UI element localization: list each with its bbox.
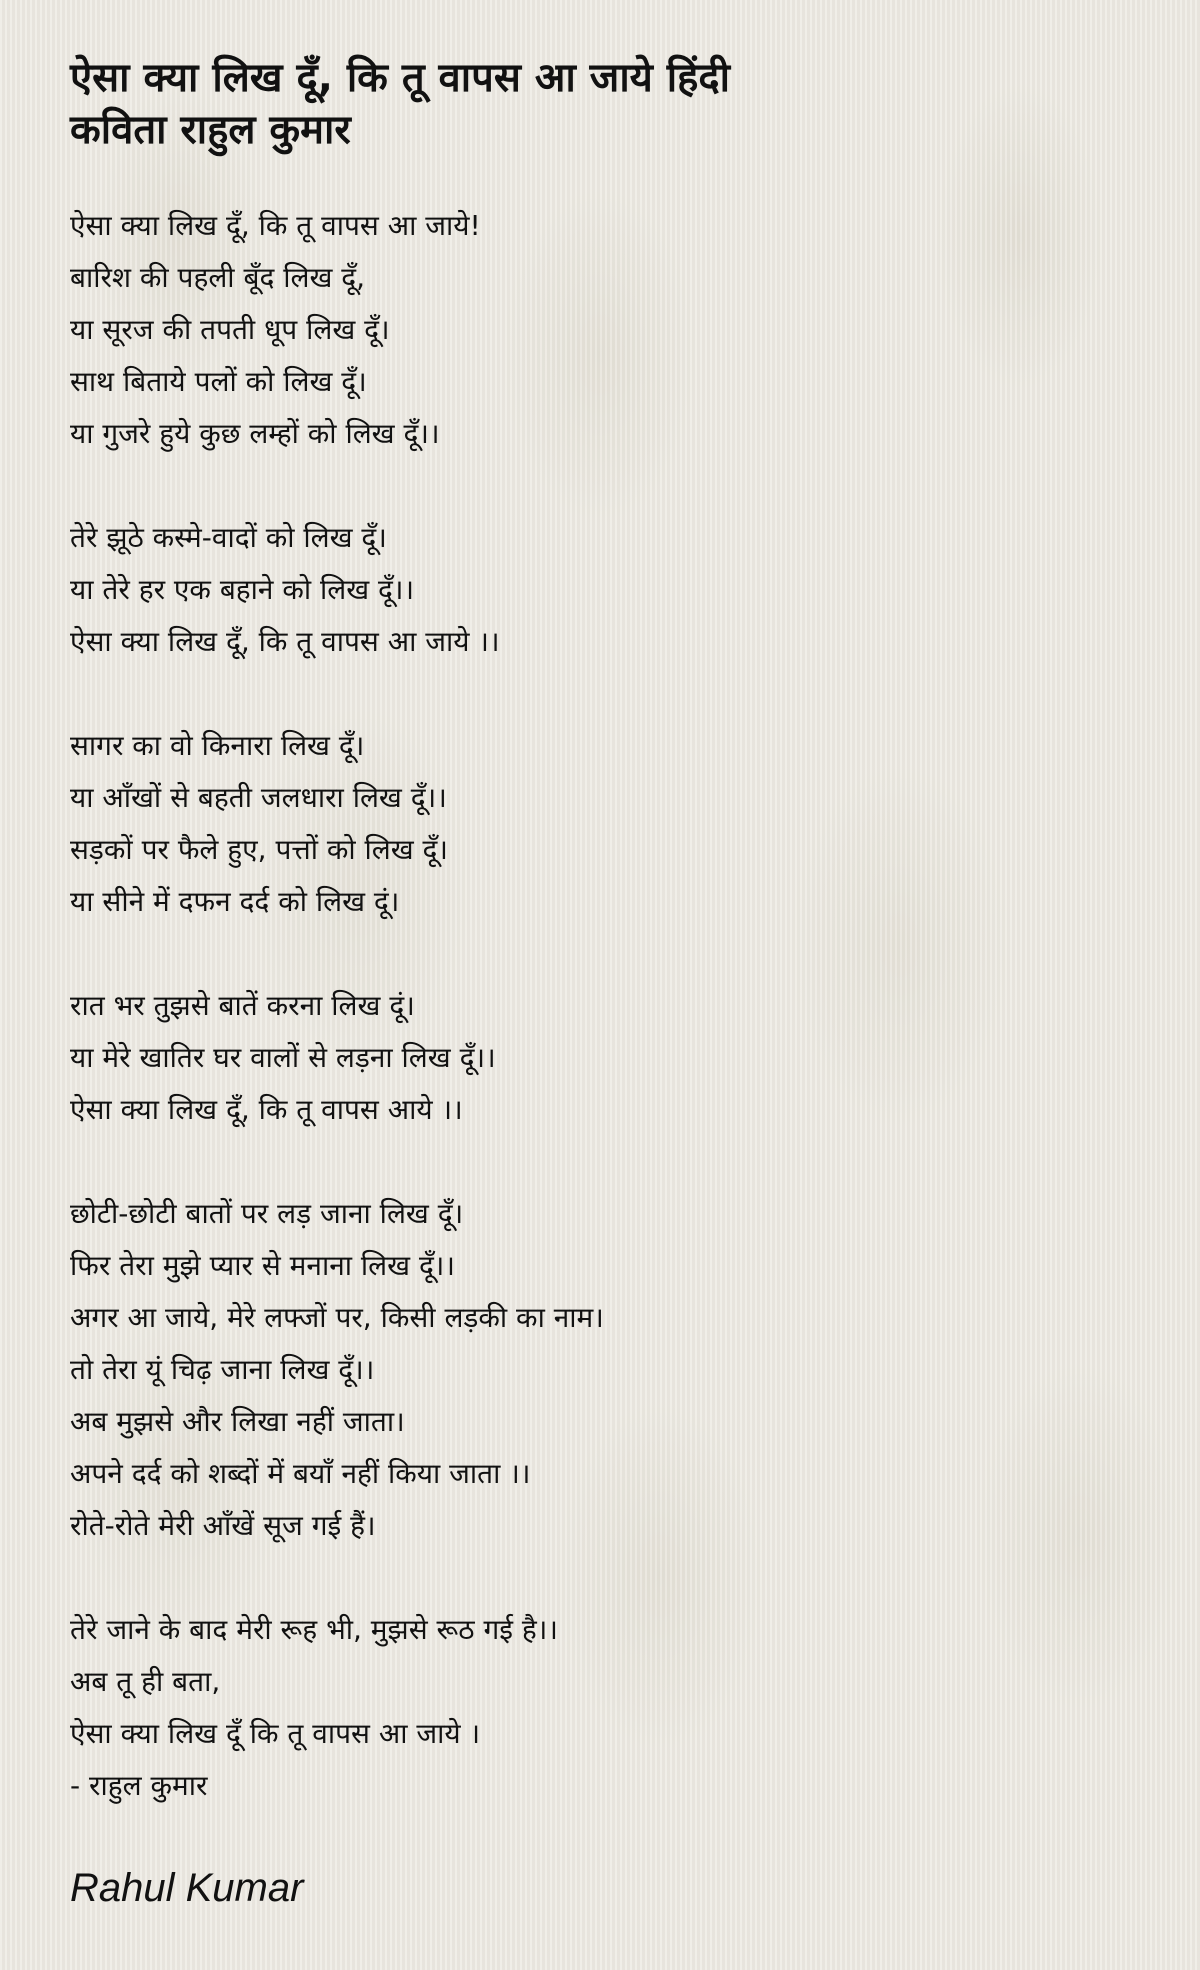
poem-line: अपने दर्द को शब्दों में बयाँ नहीं किया जाता ।। xyxy=(70,1457,531,1490)
author-signature: Rahul Kumar xyxy=(70,1866,304,1910)
poem-title: ऐसा क्या लिख दूँ, कि तू वापस आ जाये हिंदी कविता राहुल कुमार xyxy=(70,55,731,153)
poem-line: तो तेरा यूं चिढ़ जाना लिख दूँ।। xyxy=(70,1353,375,1386)
poem-line: या आँखों से बहती जलधारा लिख दूँ।। xyxy=(70,781,447,814)
poem-line: फिर तेरा मुझे प्यार से मनाना लिख दूँ।। xyxy=(70,1249,456,1282)
stanza-5 xyxy=(70,1188,1130,1552)
poem-line: अगर आ जाये, मेरे लफ्जों पर, किसी लड़की का नाम। xyxy=(70,1301,604,1334)
poem-line: रात भर तुझसे बातें करना लिख दूं। xyxy=(70,989,415,1022)
stanza-2 xyxy=(70,512,1130,668)
poem-line: या गुजरे हुये कुछ लम्हों को लिख दूँ।। xyxy=(70,417,440,450)
poem-line: ऐसा क्या लिख दूँ कि तू वापस आ जाये । xyxy=(70,1717,481,1750)
poem-line: तेरे जाने के बाद मेरी रूह भी, मुझसे रूठ गई है।। xyxy=(70,1613,558,1646)
poem-line: ऐसा क्या लिख दूँ, कि तू वापस आ जाये! xyxy=(70,209,481,242)
poem-line: छोटी-छोटी बातों पर लड़ जाना लिख दूँ। xyxy=(70,1197,464,1230)
poem-byline: - राहुल कुमार xyxy=(70,1769,208,1802)
poem-line: अब तू ही बता, xyxy=(70,1665,221,1698)
poem-line: या सूरज की तपती धूप लिख दूँ। xyxy=(70,313,390,346)
poem-line: ऐसा क्या लिख दूँ, कि तू वापस आये ।। xyxy=(70,1093,463,1126)
poem-line: रोते-रोते मेरी आँखें सूज गई हैं। xyxy=(70,1509,376,1542)
stanza-3 xyxy=(70,720,1130,928)
stanza-4 xyxy=(70,980,1130,1136)
poem-line: या सीने में दफन दर्द को लिख दूं। xyxy=(70,885,400,918)
poem-page xyxy=(70,52,1130,1864)
poem-line: या मेरे खातिर घर वालों से लड़ना लिख दूँ।। xyxy=(70,1041,496,1074)
poem-line: बारिश की पहली बूँद लिख दूँ, xyxy=(70,261,366,294)
poem-line: अब मुझसे और लिखा नहीं जाता। xyxy=(70,1405,405,1438)
stanza-1 xyxy=(70,200,1130,460)
poem-line: ऐसा क्या लिख दूँ, कि तू वापस आ जाये ।। xyxy=(70,625,500,658)
poem-line: तेरे झूठे कस्मे-वादों को लिख दूँ। xyxy=(70,521,387,554)
poem-line: सड़कों पर फैले हुए, पत्तों को लिख दूँ। xyxy=(70,833,449,866)
stanza-6 xyxy=(70,1604,1130,1812)
poem-line: या तेरे हर एक बहाने को लिख दूँ।। xyxy=(70,573,415,606)
poem-line: सागर का वो किनारा लिख दूँ। xyxy=(70,729,365,762)
poem-line: साथ बिताये पलों को लिख दूँ। xyxy=(70,365,367,398)
